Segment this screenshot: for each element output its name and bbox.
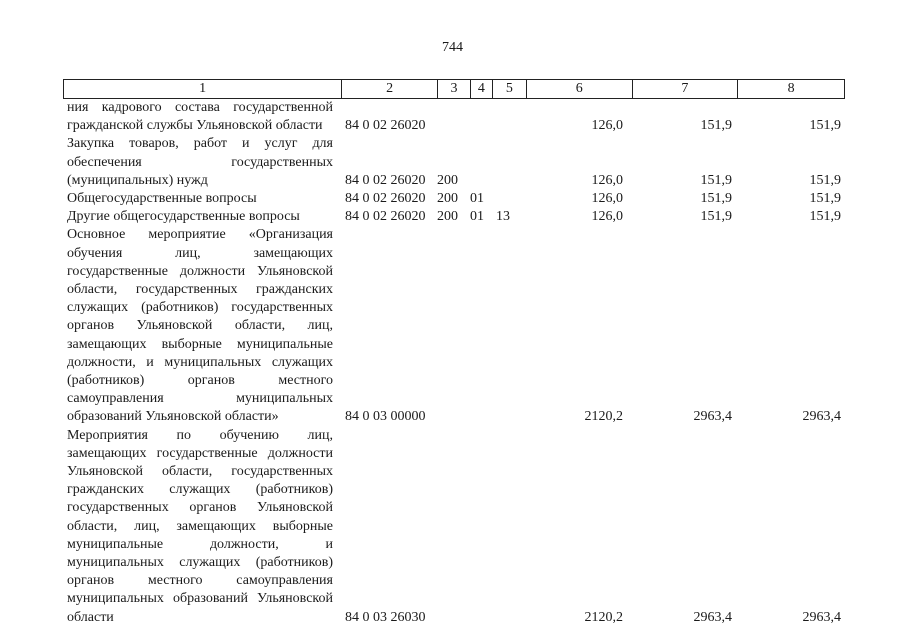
row-value-col7: 2963,4 — [693, 609, 732, 625]
row-name: ния кадрового состава государственной гражданской службы Ульяновской области — [67, 100, 333, 134]
row-value-col7: 151,9 — [700, 209, 732, 225]
row-rz: 01 — [470, 209, 484, 225]
table-row — [63, 135, 845, 190]
row-vr: 200 — [437, 191, 458, 207]
row-code: 84 0 02 26020 — [345, 172, 426, 188]
row-value-col7: 151,9 — [700, 172, 732, 188]
column-header-5: 5 — [492, 80, 526, 98]
row-vr: 200 — [437, 209, 458, 225]
table-row — [63, 427, 845, 627]
row-value-col6: 2120,2 — [584, 409, 623, 425]
row-value-col8: 151,9 — [809, 191, 841, 207]
row-value-col6: 126,0 — [591, 191, 623, 207]
row-code: 84 0 02 26020 — [345, 191, 426, 207]
row-value-col7: 2963,4 — [693, 409, 732, 425]
page-number: 744 — [442, 40, 463, 55]
row-name: Другие общегосударственные вопросы — [67, 209, 300, 225]
row-code: 84 0 02 26020 — [345, 118, 426, 134]
column-header-2: 2 — [341, 80, 437, 98]
row-rz: 01 — [470, 191, 484, 207]
row-name: Закупка товаров, работ и услуг для обеспечения государственных (муниципальных) нужд — [67, 136, 333, 188]
table-row — [63, 99, 845, 135]
row-value-col8: 2963,4 — [802, 409, 841, 425]
column-header-8: 8 — [737, 80, 844, 98]
row-name: Общегосударственные вопросы — [67, 191, 257, 207]
row-value-col6: 126,0 — [591, 209, 623, 225]
row-name: Мероприятия по обучению лиц, замещающих государственные должности Ульяновской области, государственных гражданских служащих (работников) государственных органов Ульяновской области, лиц, замещающих выборные муниципальные должности, и муниципальных служащих (работников) органов местного самоуправления муниципальных образований Ульяновской области — [67, 427, 333, 625]
column-header-7: 7 — [632, 80, 738, 98]
row-name: Основное мероприятие «Организация обучения лиц, замещающих государственные должности Ульяновской области, государственных гражданских служащих (работников) государственных органов Ульяновской области, лиц, замещающих выборные муниципальные должности, и муниципальных служащих (работников) органов местного самоуправления муниципальных образований Ульяновской области» — [67, 227, 333, 425]
row-value-col7: 151,9 — [700, 118, 732, 134]
row-value-col8: 151,9 — [809, 118, 841, 134]
table-header-row — [63, 79, 845, 99]
row-vr: 200 — [437, 172, 458, 188]
row-value-col6: 2120,2 — [584, 609, 623, 625]
table-row — [63, 190, 845, 208]
row-code: 84 0 03 00000 — [345, 409, 426, 425]
budget-table — [63, 79, 845, 627]
row-value-col8: 151,9 — [809, 209, 841, 225]
row-value-col6: 126,0 — [591, 172, 623, 188]
column-header-4: 4 — [470, 80, 492, 98]
row-code: 84 0 03 26030 — [345, 609, 426, 625]
row-value-col8: 151,9 — [809, 172, 841, 188]
row-code: 84 0 02 26020 — [345, 209, 426, 225]
row-value-col8: 2963,4 — [802, 609, 841, 625]
row-value-col7: 151,9 — [700, 191, 732, 207]
row-value-col6: 126,0 — [591, 118, 623, 134]
column-header-1: 1 — [199, 81, 207, 96]
table-row — [63, 226, 845, 426]
row-pr: 13 — [496, 209, 510, 225]
column-header-3: 3 — [437, 80, 470, 98]
column-header-6: 6 — [526, 80, 632, 98]
table-row — [63, 208, 845, 226]
